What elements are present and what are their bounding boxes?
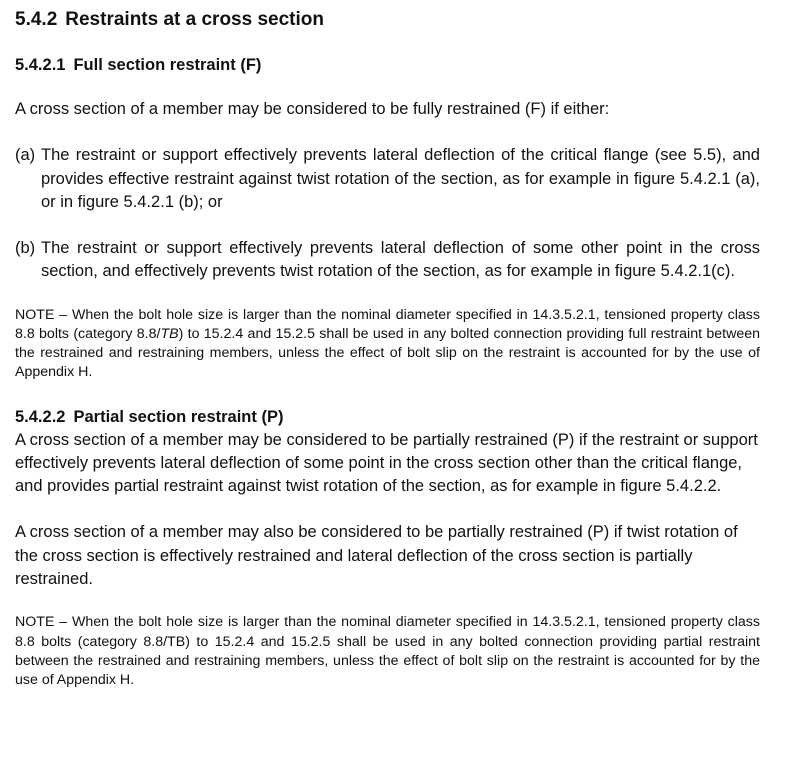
partial-restraint-paragraph: A cross section of a member may also be considered to be partially restrained (P) if twist rotation of the cross section is effectively restrained and lateral deflection of the cross section is partially restrained.: [15, 523, 738, 589]
subsection-heading-full: [15, 54, 760, 76]
subsection-title-full: Full section restraint (F): [73, 56, 262, 74]
section-heading: [15, 8, 760, 32]
subsection-title-partial: Partial section restraint (P): [73, 407, 284, 426]
list-item-marker: (a): [15, 146, 36, 165]
section-number: 5.4.2: [15, 9, 58, 30]
section-title: Restraints at a cross section: [65, 9, 324, 30]
note-italic-category: TB: [160, 325, 179, 342]
subsection-heading-partial: [15, 406, 760, 428]
partial-restraint-paragraph: A cross section of a member may be considered to be partially restrained (P) if the restraint or support effectively prevents lateral deflection of some point in the cross section other than the critical flange, and provides partial restraint against twist rotation of the section, as for example in figure 5.4.2.2.: [15, 430, 758, 496]
subsection-number-partial: 5.4.2.2: [15, 407, 66, 426]
list-item: [15, 237, 760, 284]
note-partial-restraint: NOTE – When the bolt hole size is larger than the nominal diameter specified in 14.3.5.2.1, tensioned property class 8.8 bolts (category 8.8/TB) to 15.2.4 and 15.2.5 shall be used in any bolted connection providing partial restraint between the restrained and restraining members, unless the effect of bolt slip on the restraint is accounted for by the use of Appendix H.: [15, 614, 760, 688]
note-full-restraint: NOTE – When the bolt hole size is larger than the nominal diameter specified in 14.3.5.2.1, tensioned property class 8.8 bolts (category 8.8/TB) to 15.2.4 and 15.2.5 shall be used in any bolted connection providing full restraint between the restrained and restraining members, unless the effect of bolt slip on the restraint is accounted for by the use of Appendix H.: [15, 306, 760, 381]
full-restraint-intro: A cross section of a member may be considered to be fully restrained (F) if either:: [15, 100, 610, 118]
list-item-text: The restraint or support effectively prevents lateral deflection of the critical flange (see 5.5), and provides effective restraint against twist rotation of the section, as for example in figure 5.4.2.1 (a), or in figure 5.4.2.1 (b); or: [41, 146, 760, 211]
list-item: [15, 144, 760, 214]
subsection-number-full: 5.4.2.1: [15, 56, 66, 74]
list-item-marker: (b): [15, 239, 36, 258]
list-item-text: The restraint or support effectively prevents lateral deflection of some other point in the cross section, and effectively prevents twist rotation of the section, as for example in figure 5.4.2.1(c).: [41, 239, 760, 281]
